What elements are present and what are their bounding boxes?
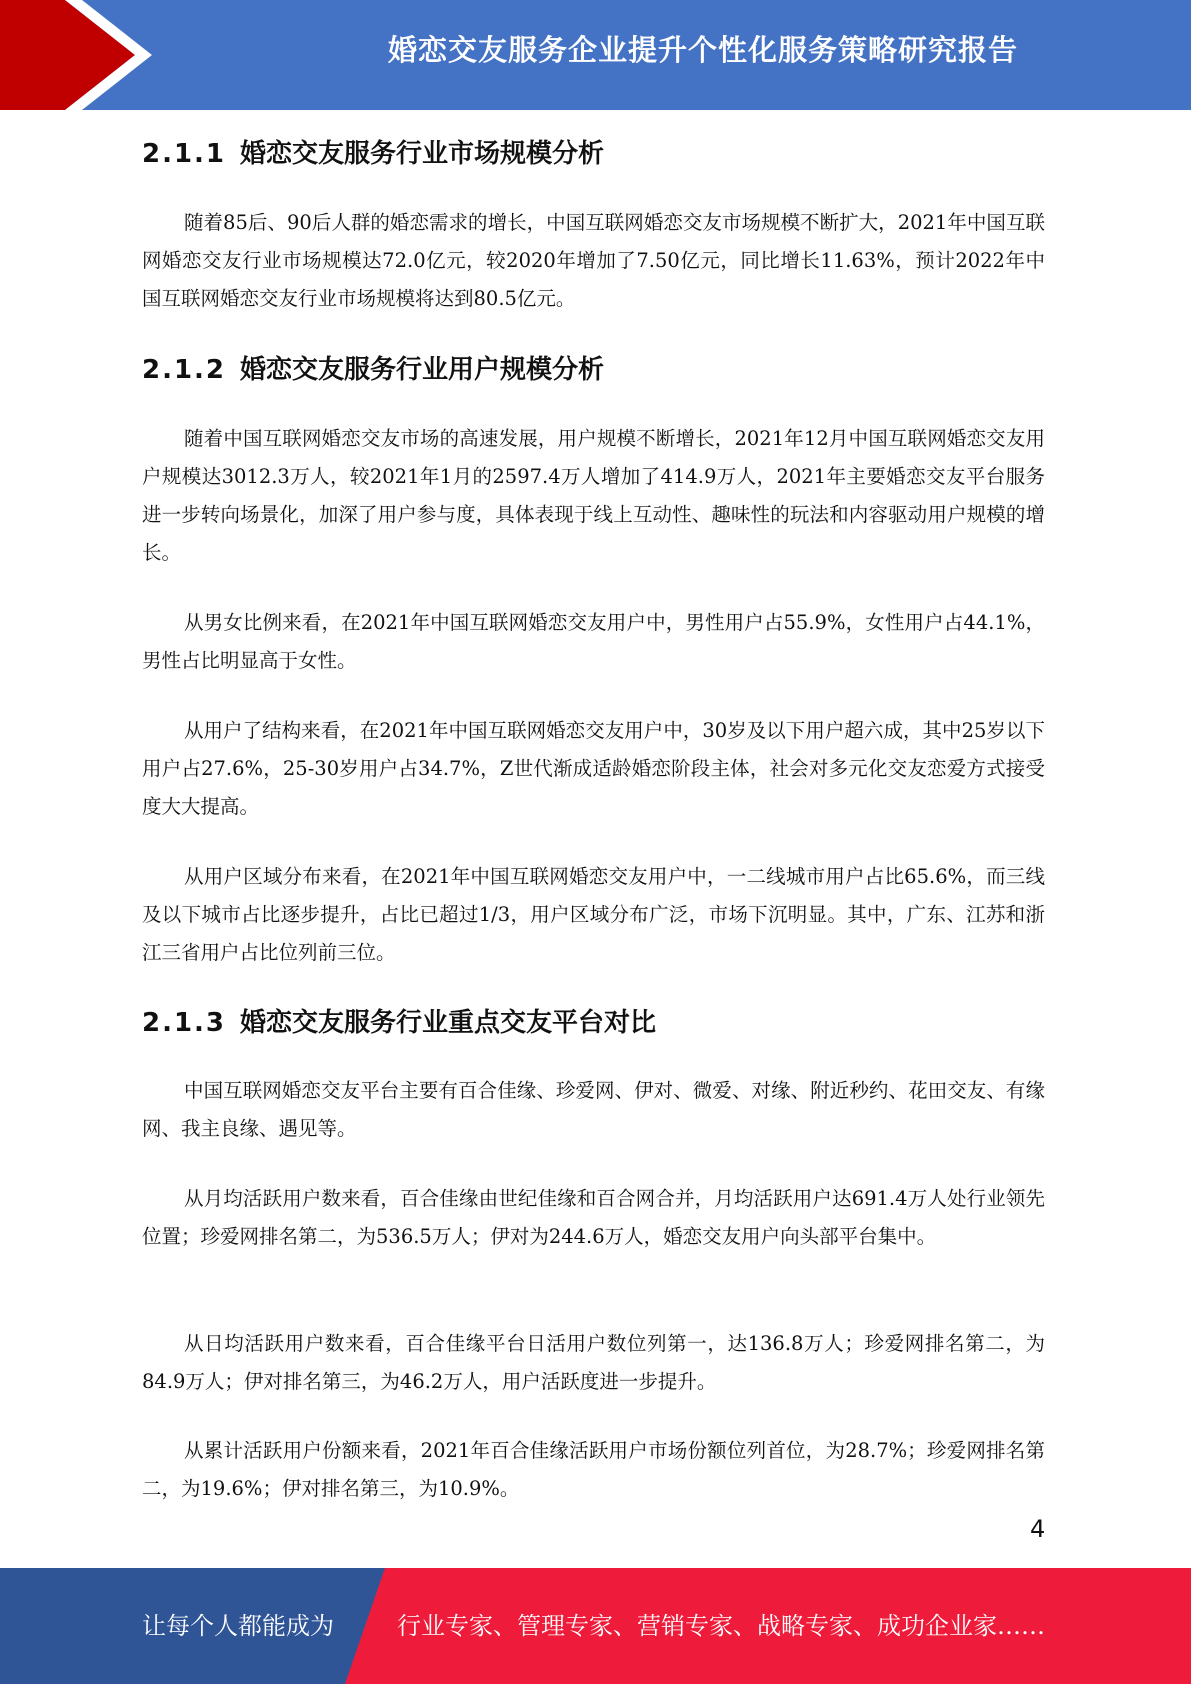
page-footer (0, 1568, 1191, 1684)
paragraph: 从日均活跃用户数来看，百合佳缘平台日活用户数位列第一，达136.8万人；珍爱网排名第二，为84.9万人；伊对排名第三，为46.2万人，用户活跃度进一步提升。 (142, 1332, 1045, 1393)
footer-slogan-left: 让每个人都能成为 (142, 1612, 334, 1640)
paragraph: 随着85后、90后人群的婚恋需求的增长，中国互联网婚恋交友市场规模不断扩大，2021年中国互联网婚恋交友行业市场规模达72.0亿元，较2020年增加了7.50亿元，同比增长11.63%，预计2022年中国互联网婚恋交友行业市场规模将达到80.5亿元。 (142, 211, 1045, 310)
footer-slogan-right: 行业专家、管理专家、营销专家、战略专家、成功企业家…… (397, 1612, 1045, 1640)
paragraph: 随着中国互联网婚恋交友市场的高速发展，用户规模不断增长，2021年12月中国互联网婚恋交友用户规模达3012.3万人，较2021年1月的2597.4万人增加了414.9万人，2021年主要婚恋交友平台服务进一步转向场景化，加深了用户参与度，具体表现于线上互动性、趣味性的玩法和内容驱动用户规模的增长。 (142, 427, 1045, 564)
paragraph: 从男女比例来看，在2021年中国互联网婚恋交友用户中，男性用户占55.9%，女性用户占44.1%，男性占比明显高于女性。 (142, 611, 1045, 672)
section-heading-2-1-1 (142, 133, 604, 170)
section-number: 2.1.1 (142, 139, 227, 169)
section-title: 婚恋交友服务行业市场规模分析 (240, 139, 605, 169)
page-header (0, 0, 1191, 110)
report-title: 婚恋交友服务企业提升个性化服务策略研究报告 (387, 33, 1018, 67)
paragraph: 从用户区域分布来看，在2021年中国互联网婚恋交友用户中，一二线城市用户占比65.6%，而三线及以下城市占比逐步提升，占比已超过1/3，用户区域分布广泛，市场下沉明显。其中，广东、江苏和浙江三省用户占比位列前三位。 (142, 865, 1045, 964)
paragraph: 从月均活跃用户数来看，百合佳缘由世纪佳缘和百合网合并，月均活跃用户达691.4万人处行业领先位置；珍爱网排名第二，为536.5万人；伊对为244.6万人，婚恋交友用户向头部平台集中。 (142, 1187, 1045, 1248)
paragraph: 从用户了结构来看，在2021年中国互联网婚恋交友用户中，30岁及以下用户超六成，其中25岁以下用户占27.6%，25-30岁用户占34.7%，Z世代渐成适龄婚恋阶段主体，社会对多元化交友恋爱方式接受度大大提高。 (142, 719, 1045, 818)
section-title: 婚恋交友服务行业用户规模分析 (240, 355, 605, 385)
page-number: 4 (1030, 1515, 1046, 1543)
section-number: 2.1.2 (142, 355, 227, 385)
section-heading-2-1-2 (142, 349, 604, 386)
section-number: 2.1.3 (142, 1008, 227, 1038)
section-title: 婚恋交友服务行业重点交友平台对比 (240, 1008, 657, 1038)
section-heading-2-1-3 (142, 1002, 656, 1039)
paragraph: 从累计活跃用户份额来看，2021年百合佳缘活跃用户市场份额位列首位，为28.7%；珍爱网排名第二，为19.6%；伊对排名第三，为10.9%。 (142, 1439, 1045, 1500)
paragraph: 中国互联网婚恋交友平台主要有百合佳缘、珍爱网、伊对、微爱、对缘、附近秒约、花田交友、有缘网、我主良缘、遇见等。 (142, 1079, 1045, 1140)
